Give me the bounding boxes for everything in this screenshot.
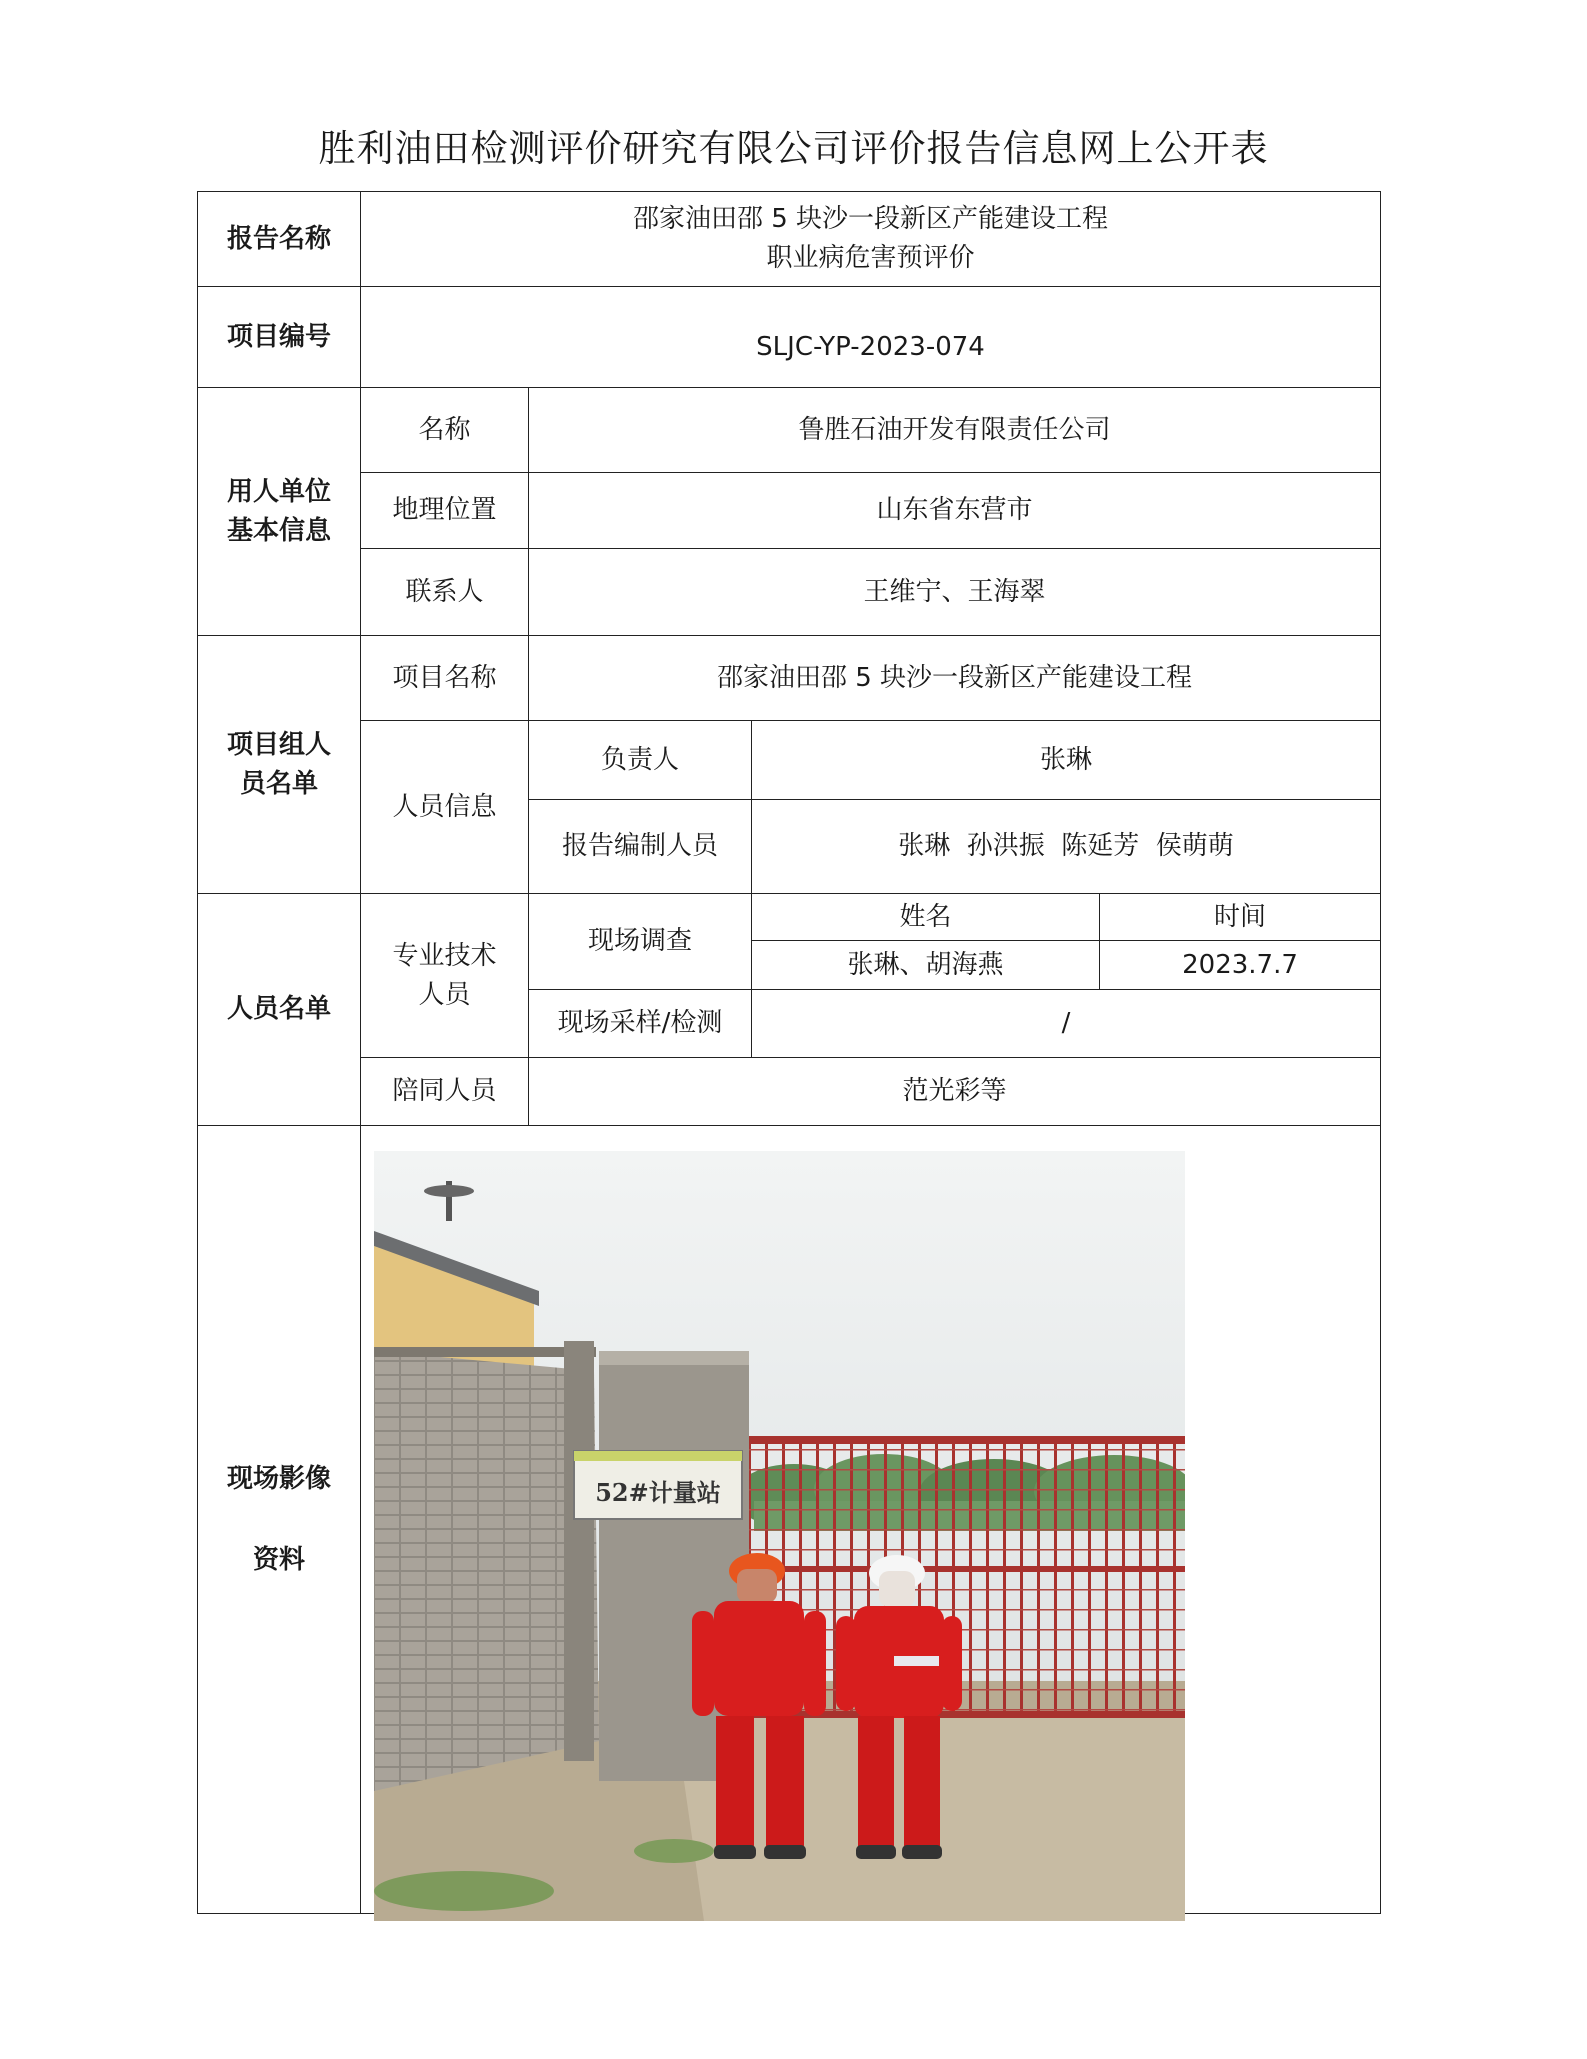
report-name-label: 报告名称 (198, 192, 361, 287)
accompany-value: 范光彩等 (529, 1058, 1381, 1126)
row-personnel-accompany (198, 1058, 1381, 1126)
team-leader-value: 张琳 (752, 721, 1381, 800)
employer-name-value: 鲁胜石油开发有限责任公司 (529, 388, 1381, 473)
project-no-label: 项目编号 (198, 287, 361, 388)
sampling-value: / (752, 990, 1381, 1058)
employer-contact-label: 联系人 (361, 549, 529, 636)
personnel-tech-label-line1: 专业技术 (392, 940, 497, 971)
team-label (198, 636, 361, 894)
report-name-line1: 邵家油田邵 5 块沙一段新区产能建设工程 (632, 204, 1109, 234)
site-photo (374, 1151, 1185, 1921)
team-writers-label: 报告编制人员 (529, 800, 752, 894)
survey-names: 张琳、胡海燕 (752, 941, 1100, 990)
personnel-tech-label (361, 894, 529, 1058)
survey-date: 2023.7.7 (1100, 941, 1381, 990)
employer-name-label: 名称 (361, 388, 529, 473)
report-name-line2: 职业病危害预评价 (766, 243, 975, 273)
team-project-name-value: 邵家油田邵 5 块沙一段新区产能建设工程 (529, 636, 1381, 721)
survey-time-header: 时间 (1100, 894, 1381, 941)
site-photo-illustration (374, 1151, 1185, 1921)
team-writers-value: 张琳 孙洪振 陈延芳 侯萌萌 (752, 800, 1381, 894)
personnel-tech-label-line2: 人员 (418, 979, 471, 1010)
employer-label-line1: 用人单位 (226, 476, 331, 507)
survey-name-header: 姓名 (752, 894, 1100, 941)
site-images-label (198, 1126, 361, 1914)
row-team-project (198, 636, 1381, 721)
row-report-name (198, 192, 1381, 287)
employer-contact-value: 王维宁、王海翠 (529, 549, 1381, 636)
site-sign-text: 52#计量站 (595, 1478, 721, 1507)
employer-location-label: 地理位置 (361, 473, 529, 549)
site-images-label-line2: 资料 (252, 1544, 305, 1575)
team-label-line2: 员名单 (239, 768, 318, 799)
report-name-value (361, 192, 1381, 287)
personnel-label: 人员名单 (198, 894, 361, 1126)
row-site-images (198, 1126, 1381, 1914)
team-staff-info-label: 人员信息 (361, 721, 529, 894)
row-employer-name (198, 388, 1381, 473)
employer-label (198, 388, 361, 636)
row-personnel-header (198, 894, 1381, 941)
row-team-leader (198, 721, 1381, 800)
page-title: 胜利油田检测评价研究有限公司评价报告信息网上公开表 (318, 127, 1269, 170)
team-label-line1: 项目组人 (226, 729, 331, 760)
row-employer-location (198, 473, 1381, 549)
team-project-name-label: 项目名称 (361, 636, 529, 721)
site-images-label-line1: 现场影像 (226, 1463, 331, 1494)
employer-label-line2: 基本信息 (226, 515, 331, 546)
site-photo-cell (361, 1126, 1381, 1914)
sampling-label: 现场采样/检测 (529, 990, 752, 1058)
project-no-value: SLJC-YP-2023-074 (361, 287, 1381, 388)
row-project-no (198, 287, 1381, 388)
report-info-table (197, 191, 1381, 1914)
survey-label: 现场调查 (529, 894, 752, 990)
row-employer-contact (198, 549, 1381, 636)
team-leader-label: 负责人 (529, 721, 752, 800)
employer-location-value: 山东省东营市 (529, 473, 1381, 549)
accompany-label: 陪同人员 (361, 1058, 529, 1126)
